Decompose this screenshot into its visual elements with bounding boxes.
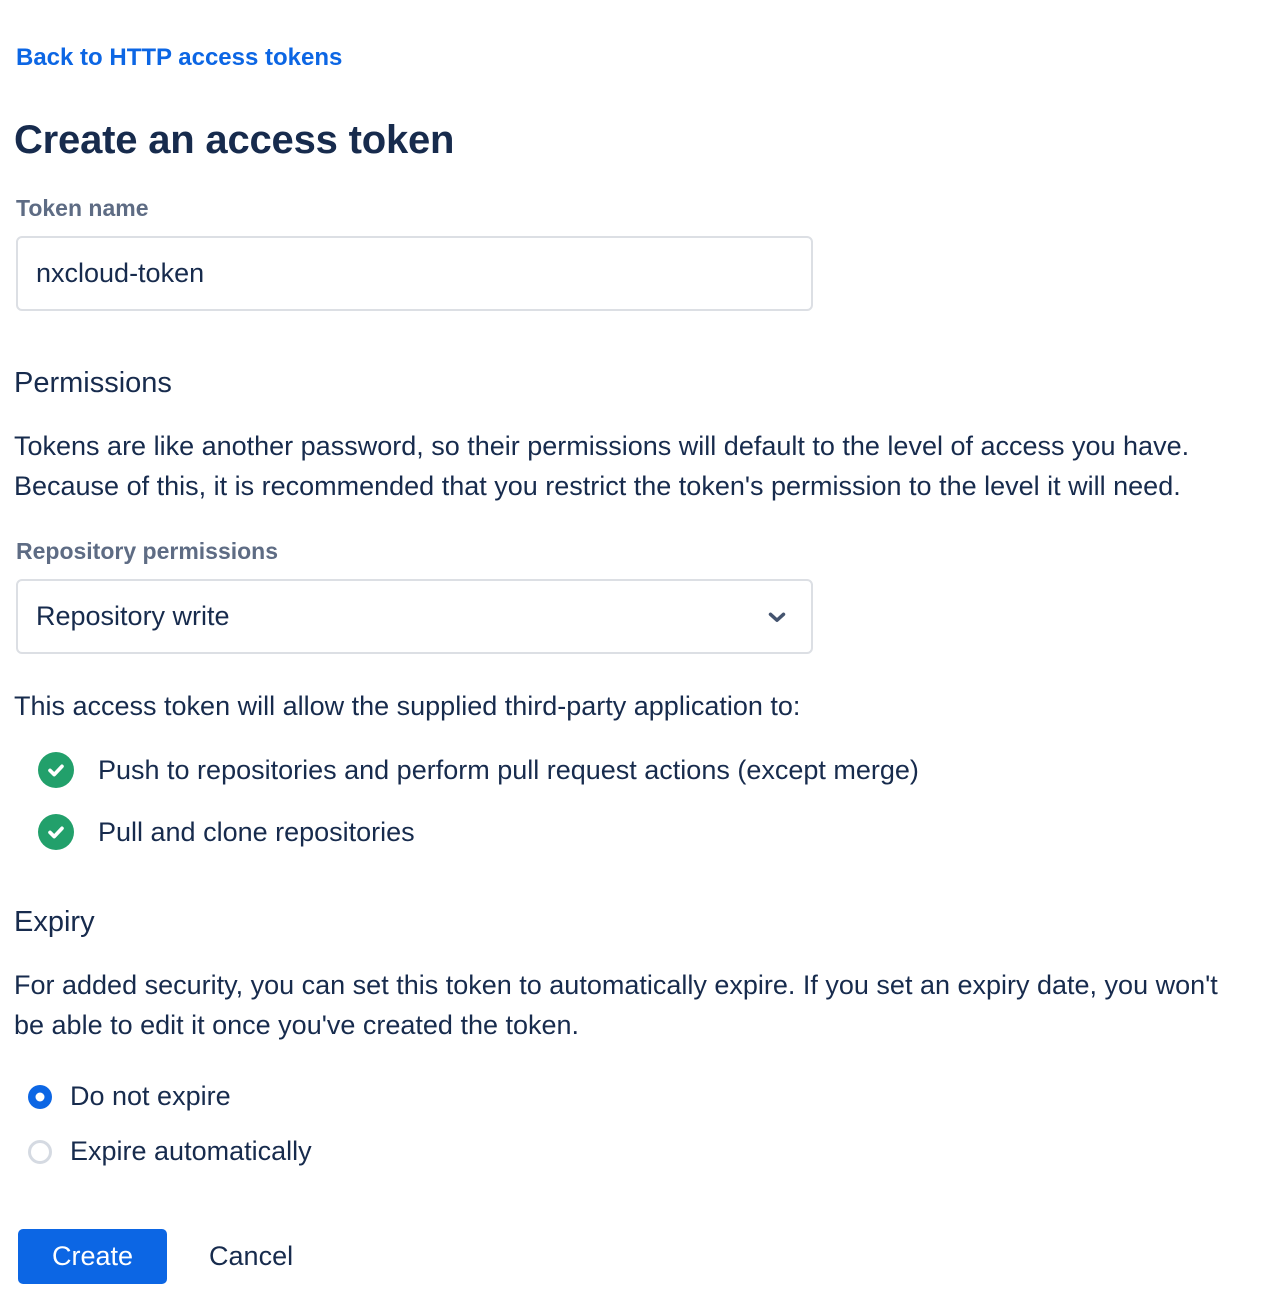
token-name-label: Token name [16,195,149,221]
form-actions [18,1229,1274,1284]
radio-button-selected-icon[interactable] [28,1085,52,1109]
repository-permissions-selected-value: Repository write [36,601,230,631]
capability-row [38,814,1274,850]
token-name-input[interactable] [16,236,813,311]
repository-permissions-select[interactable] [16,579,813,654]
radio-do-not-expire-label[interactable]: Do not expire [70,1081,231,1111]
create-button[interactable]: Create [18,1229,167,1284]
cancel-button[interactable]: Cancel [209,1241,294,1271]
radio-do-not-expire[interactable] [28,1081,1274,1112]
repository-permissions-label: Repository permissions [16,538,279,564]
check-circle-icon [38,814,74,850]
page-title: Create an access token [14,118,455,162]
check-circle-icon [38,752,74,788]
capability-row [38,752,1274,788]
radio-expire-automatically-label[interactable]: Expire automatically [70,1136,312,1166]
allow-intro-text: This access token will allow the supplied third-party application to: [14,691,801,721]
capability-text-pull: Pull and clone repositories [98,816,415,847]
capability-text-push: Push to repositories and perform pull request actions (except merge) [98,754,919,785]
radio-button-unselected-icon[interactable] [28,1140,52,1164]
radio-expire-automatically[interactable] [28,1136,1274,1167]
expiry-heading: Expiry [14,906,95,938]
permissions-description: Tokens are like another password, so their permissions will default to the level of access you have. Because of this, it is recommended that you restrict the token's permission to the level it will need. [14,431,1190,501]
permissions-heading: Permissions [14,367,172,399]
back-to-http-access-tokens-link[interactable]: Back to HTTP access tokens [16,44,343,71]
expiry-description: For added security, you can set this token to automatically expire. If you set an expiry date, you won't be able to edit it once you've created the token. [14,970,1218,1040]
chevron-down-icon [763,603,791,631]
